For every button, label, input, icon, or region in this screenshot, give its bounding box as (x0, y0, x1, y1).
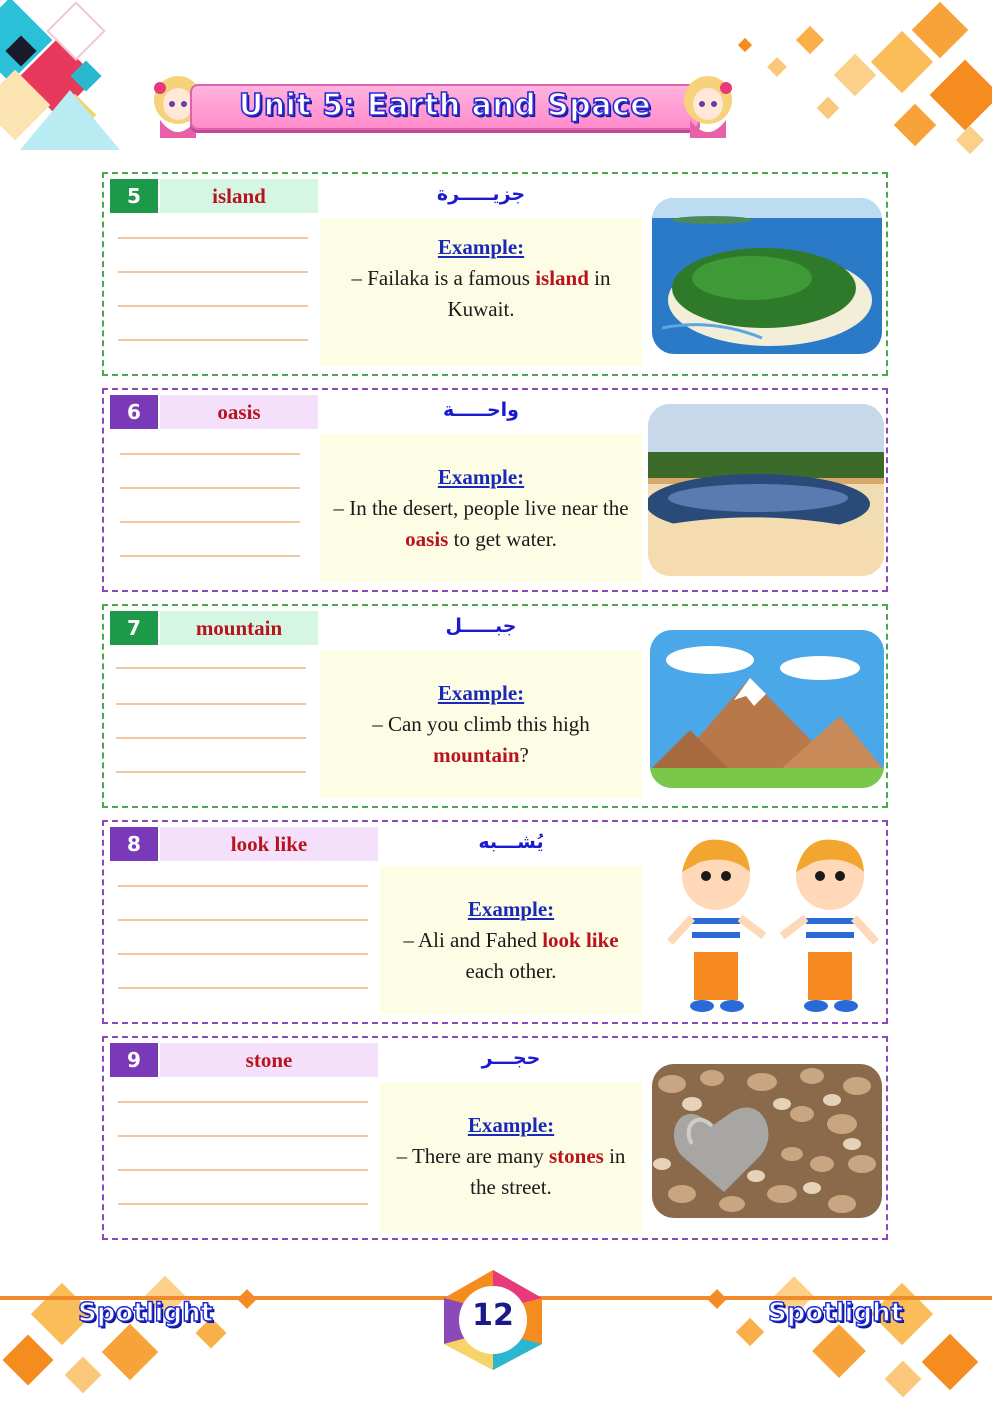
writing-line (118, 1169, 368, 1171)
writing-line (118, 271, 308, 273)
card-number: 6 (110, 395, 158, 429)
vocab-card-mountain (102, 604, 888, 808)
mountain-illustration (650, 630, 884, 788)
card-number: 7 (110, 611, 158, 645)
pebbles-photo (652, 1064, 882, 1218)
example-text-after: each other. (465, 959, 557, 983)
vocab-word: oasis (160, 395, 318, 429)
writing-line (118, 1135, 368, 1137)
writing-line (118, 339, 308, 341)
top-left-decoration (0, 0, 140, 160)
example-label: Example: (467, 1113, 555, 1137)
unit-title-banner (190, 84, 700, 130)
writing-line (120, 555, 300, 557)
example-text-after: in the street. (470, 1144, 626, 1199)
writing-line (120, 453, 300, 455)
vocab-word: stone (160, 1043, 378, 1077)
arabic-translation: يُشـــبه (478, 831, 544, 853)
example-label: Example: (437, 465, 525, 489)
writing-line (116, 737, 306, 739)
vocab-card-island (102, 172, 888, 376)
writing-line (116, 771, 306, 773)
footer-brand-left: Spotlight (78, 1298, 214, 1328)
writing-line (116, 703, 306, 705)
vocab-word: island (160, 179, 318, 213)
example-label: Example: (437, 235, 525, 259)
example-keyword: stones (548, 1144, 604, 1168)
example-label: Example: (437, 681, 525, 705)
top-right-decoration (710, 0, 992, 170)
writing-line (118, 953, 368, 955)
example-keyword: mountain (433, 743, 520, 767)
writing-line (118, 919, 368, 921)
example-label: Example: (467, 897, 555, 921)
example-box (320, 218, 642, 366)
anime-girl-right-icon (680, 74, 736, 138)
arabic-translation: جبـــــل (445, 615, 517, 637)
card-number: 5 (110, 179, 158, 213)
example-text-before: – Ali and Fahed (403, 928, 543, 952)
unit-title: Unit 5: Earth and Space (238, 88, 652, 123)
example-text-before: – In the desert, people live near the (333, 496, 629, 520)
arabic-translation: واحـــــة (442, 399, 519, 421)
example-box (320, 434, 642, 582)
example-text-after: to get water. (448, 527, 557, 551)
writing-line (118, 1203, 368, 1205)
twin-boys-illustration (660, 832, 884, 1018)
vocab-word: mountain (160, 611, 318, 645)
card-number: 9 (110, 1043, 158, 1077)
card-number: 8 (110, 827, 158, 861)
writing-line (120, 521, 300, 523)
writing-line (118, 237, 308, 239)
arabic-translation: جزيـــــرة (436, 183, 526, 205)
example-box (380, 866, 642, 1014)
writing-line (118, 1101, 368, 1103)
writing-line (118, 885, 368, 887)
vocab-card-oasis (102, 388, 888, 592)
island-photo (652, 198, 882, 354)
example-keyword: oasis (405, 527, 449, 551)
example-keyword: island (535, 266, 589, 290)
oasis-photo (648, 404, 884, 576)
example-text-after: in Kuwait. (447, 266, 611, 321)
writing-line (120, 487, 300, 489)
example-text-after: ? (519, 743, 529, 767)
example-keyword: look like (542, 928, 619, 952)
example-text-before: – Failaka is a famous (351, 266, 536, 290)
arabic-translation: حجـــر (481, 1047, 541, 1069)
bottom-right-decoration (700, 1262, 992, 1403)
vocab-card-stone (102, 1036, 888, 1240)
vocab-word: look like (160, 827, 378, 861)
example-box (380, 1082, 642, 1232)
footer-brand-right: Spotlight (768, 1298, 904, 1328)
example-text-before: – Can you climb this high (372, 712, 590, 736)
writing-line (118, 305, 308, 307)
writing-line (118, 987, 368, 989)
example-text-before: – There are many (396, 1144, 549, 1168)
example-box (320, 650, 642, 798)
vocab-card-look-like (102, 820, 888, 1024)
page-number: 12 (472, 1298, 514, 1333)
writing-line (116, 667, 306, 669)
bottom-left-decoration (0, 1262, 270, 1403)
